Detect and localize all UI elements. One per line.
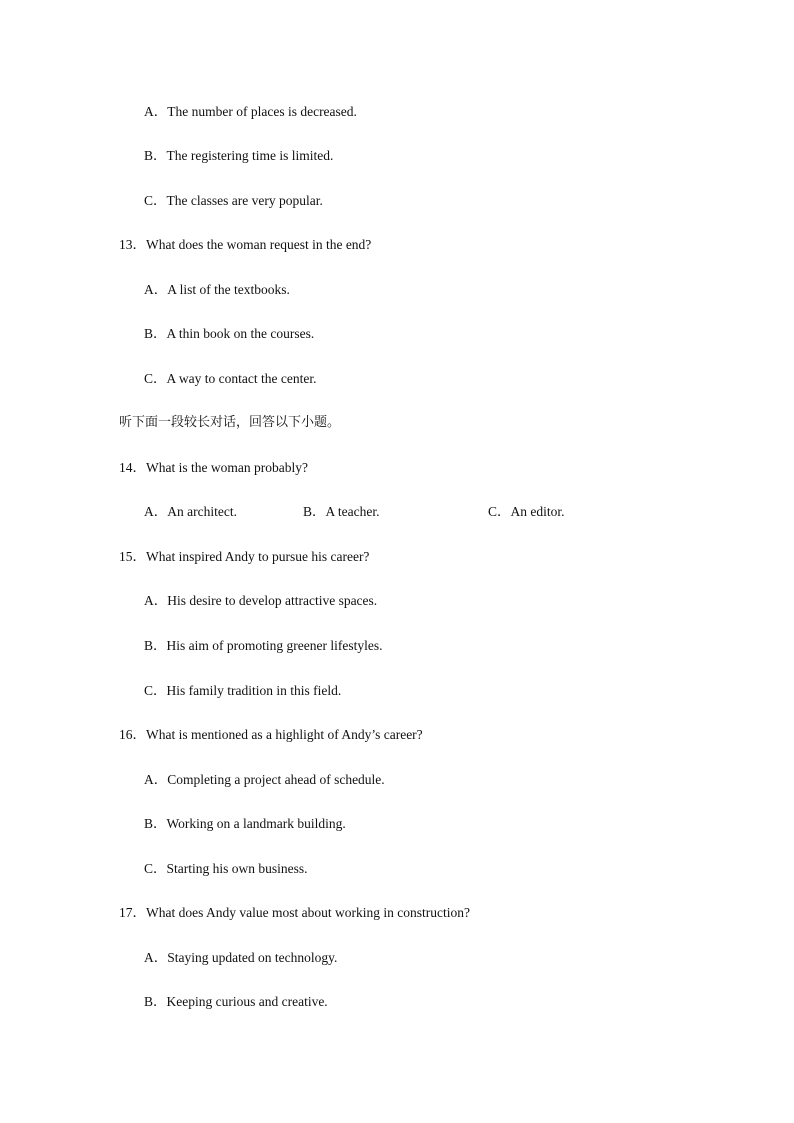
q12-option-c: C．The classes are very popular. <box>144 193 323 208</box>
q13-option-c: C．A way to contact the center. <box>144 371 317 386</box>
q16-option-b: B．Working on a landmark building. <box>144 816 346 831</box>
q17-option-a: A．Staying updated on technology. <box>144 950 338 965</box>
q14-option-c: C．An editor. <box>488 504 565 519</box>
q16-stem: 16．What is mentioned as a highlight of Andy’s career? <box>119 727 423 742</box>
q13-stem: 13．What does the woman request in the end? <box>119 237 372 252</box>
q15-option-b: B．His aim of promoting greener lifestyles. <box>144 638 383 653</box>
q15-stem: 15．What inspired Andy to pursue his career? <box>119 549 370 564</box>
q12-option-b: B．The registering time is limited. <box>144 148 334 163</box>
q16-option-c: C．Starting his own business. <box>144 861 308 876</box>
q13-option-b: B．A thin book on the courses. <box>144 326 315 341</box>
q17-stem: 17．What does Andy value most about working in construction? <box>119 905 470 920</box>
q12-option-a: A．The number of places is decreased. <box>144 104 357 119</box>
q14-option-a: A．An architect. <box>144 504 237 519</box>
q15-option-c: C．His family tradition in this field. <box>144 683 342 698</box>
q14-option-b: B．A teacher. <box>303 504 380 519</box>
q17-option-b: B．Keeping curious and creative. <box>144 994 328 1009</box>
section-instruction: 听下面一段较长对话，回答以下小题。 <box>119 415 341 430</box>
q13-option-a: A．A list of the textbooks. <box>144 282 290 297</box>
q16-option-a: A．Completing a project ahead of schedule. <box>144 772 385 787</box>
q14-stem: 14．What is the woman probably? <box>119 460 308 475</box>
q15-option-a: A．His desire to develop attractive spaces. <box>144 593 378 608</box>
